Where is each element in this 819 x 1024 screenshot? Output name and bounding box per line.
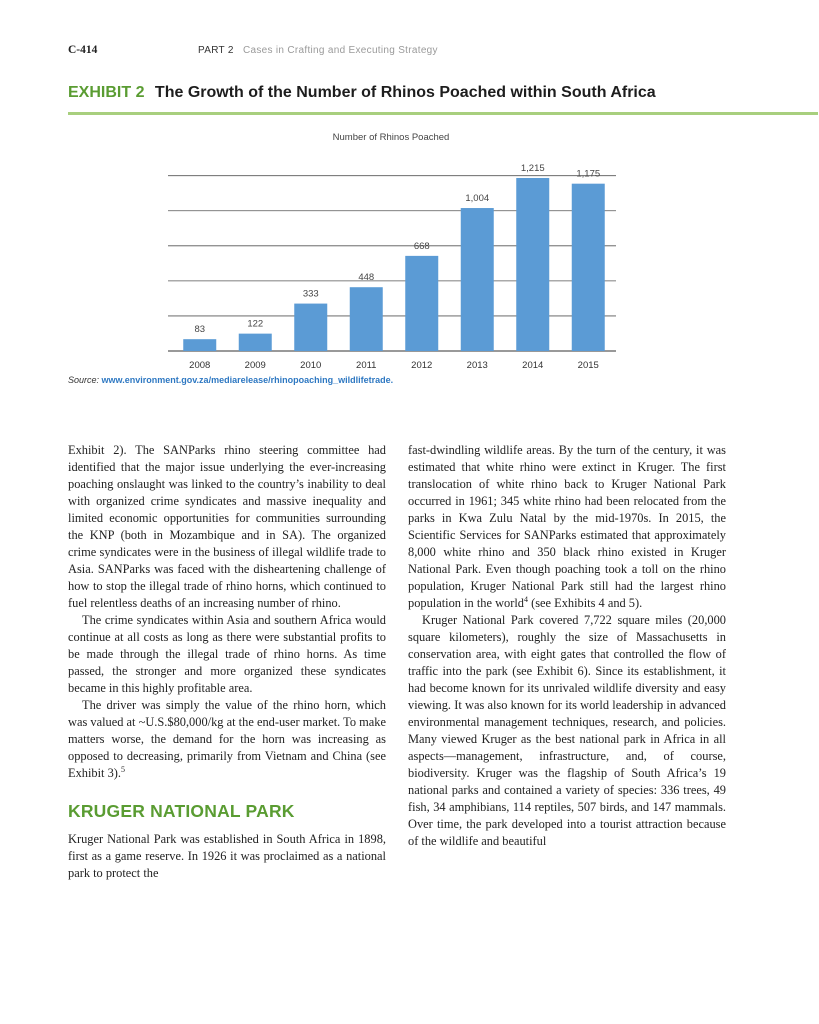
rhino-poaching-bar-chart: [140, 128, 650, 372]
x-tick-2010: 2010: [300, 360, 322, 371]
exhibit-label: EXHIBIT 2: [68, 84, 145, 101]
footnote-ref-5: 5: [121, 764, 125, 774]
source-url[interactable]: www.environment.gov.za/mediarelease/rhinopoaching_wildlifetrade.: [101, 375, 394, 385]
x-tick-2012: 2012: [411, 360, 433, 371]
exhibit-title: The Growth of the Number of Rhinos Poached within South Africa: [154, 84, 656, 101]
x-tick-2008: 2008: [189, 360, 211, 371]
bar-2008: [183, 339, 216, 351]
left-paragraph-3-text: The driver was simply the value of the rhino horn, which was valued at ~U.S.$80,000/kg at the end-user market. To make matters worse, the demand for the horn was increasing as opposed to decreasing, primarily from Vietnam and China (see Exhibit 3).: [68, 698, 386, 780]
bar-2009: [239, 334, 272, 351]
right-paragraph-2: Kruger National Park covered 7,722 square miles (20,000 square kilometers), roughly the size of Massachusetts in conservation area, with eight gates that controlled the flow of traffic into the park (see Exhibit 6). Since its establishment, it had become known for its unrivaled wildlife diversity and easy viewing. It was also known for its world leadership in advanced environmental management techniques, research, and policies. Many viewed Kruger as the best national park in Africa in all aspects—management, infrastructure, and, of course, biodiversity. Kruger was the flagship of South Africa’s 19 national parks and contained a variety of species: 336 trees, 49 fish, 34 amphibians, 114 reptiles, 507 birds, and 147 mammals. Over time, the park developed into a tourist attraction because of the wildlife and beautiful: [408, 613, 726, 848]
left-paragraph-1: Exhibit 2). The SANParks rhino steering committee had identified that the major issue underlying the ever-increasing poaching onslaught was linked to the country’s inability to deal with organized crime syndicates and massive inequality and limited economic opportunities for communities surrounding the KNP (both in Mozambique and in SA). The organized crime syndicates were in the business of illegal wildlife trade to Asia. SANParks was faced with the disheartening challenge of how to stop the illegal trade of rhino horns, which continued to fuel relentless deaths of an increasing number of rhino.: [68, 443, 386, 610]
value-label-2012: 668: [413, 240, 430, 252]
source-label: Source:: [68, 375, 100, 385]
value-label-2014: 1,215: [520, 162, 545, 174]
section-heading-kruger: KRUGER NATIONAL PARK: [68, 801, 295, 821]
value-label-2013: 1,004: [465, 193, 490, 205]
value-label-2015: 1,175: [576, 168, 601, 180]
bar-2014: [516, 178, 549, 351]
left-paragraph-4: Kruger National Park was established in South Africa in 1898, first as a game reserve. In 1926 it was proclaimed as a national park to protect the: [68, 832, 386, 880]
part-title: Cases in Crafting and Executing Strategy: [242, 45, 438, 56]
value-label-2011: 448: [358, 272, 375, 284]
chart-title: Number of Rhinos Poached: [332, 132, 450, 143]
running-head: [68, 44, 768, 60]
x-tick-2009: 2009: [244, 360, 266, 371]
exhibit-rule: [68, 112, 818, 115]
right-paragraph-1: [408, 442, 726, 612]
x-tick-2014: 2014: [522, 360, 544, 371]
bar-2011: [350, 287, 383, 351]
right-paragraph-1-end: (see Exhibits 4 and 5).: [527, 596, 643, 610]
right-paragraph-1-text: fast-dwindling wildlife areas. By the turn of the century, it was estimated that white rhino were extinct in Kruger. The first translocation of white rhino back to Kruger National Park occurred in 1961; 345 white rhino had been relocated from the parks in Kwa Zulu Natal by the mid-1970s. In 2015, the Scientific Services for SANParks estimated that approximately 8,000 white rhino and 350 black rhino existed in Kruger National Park. Even though poaching took a toll on the rhino population, Kruger National Park still had the largest rhino population in the world: [408, 443, 726, 610]
chart-source: [68, 375, 393, 385]
bar-2015: [572, 184, 605, 351]
left-column: [68, 442, 386, 882]
value-label-2009: 122: [247, 318, 264, 330]
bar-2012: [405, 256, 438, 351]
part-number: PART 2: [198, 45, 234, 56]
value-label-2010: 333: [302, 288, 319, 300]
x-tick-2013: 2013: [466, 360, 488, 371]
value-label-2008: 83: [194, 324, 206, 336]
right-column: [408, 442, 726, 850]
left-paragraph-3: [68, 697, 386, 782]
footnote-ref-4: 4: [523, 594, 528, 604]
bar-2013: [461, 208, 494, 351]
bar-2010: [294, 304, 327, 351]
x-tick-2015: 2015: [577, 360, 599, 371]
chart-x-tick-labels: [189, 360, 599, 371]
left-paragraph-2: The crime syndicates within Asia and southern Africa would continue at all costs as long as there were substantial profits to be made through the illegal trade of rhino horns. As time passed, the stronger and more organized these syndicates became in this highly profitable area.: [68, 613, 386, 695]
page-number: C-414: [68, 44, 98, 56]
exhibit-heading: [68, 84, 768, 102]
x-tick-2011: 2011: [356, 360, 377, 371]
part-label: [198, 45, 438, 56]
